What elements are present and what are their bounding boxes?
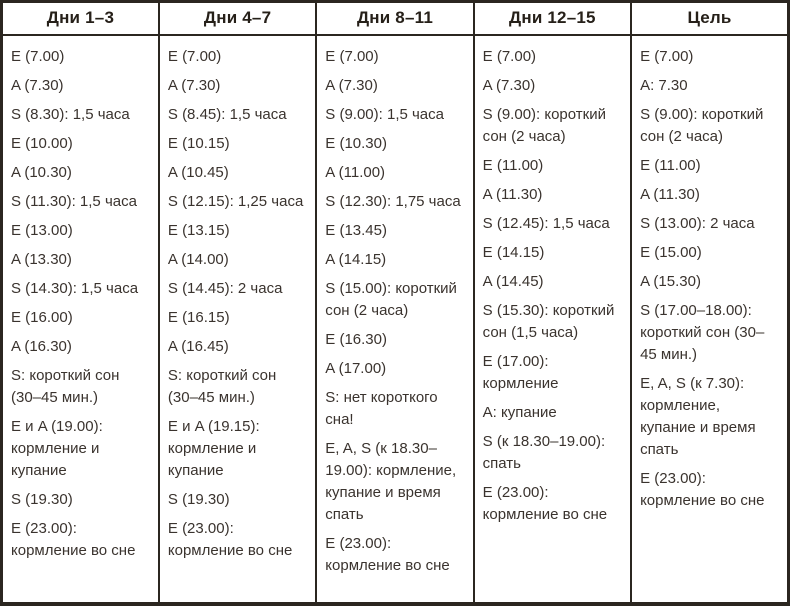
schedule-cell-days-4-7: [159, 35, 316, 604]
schedule-entry: E (23.00): кормление во сне: [640, 470, 765, 509]
schedule-row: [2, 35, 789, 604]
schedule-entry: E и A (19.00): кормление и купание: [11, 418, 103, 479]
column-header-days-1-3: Дни 1–3: [2, 2, 159, 36]
schedule-entry: A (10.45): [167, 164, 229, 181]
schedule-entry: E (10.00): [11, 135, 73, 152]
schedule-entry: E (15.00): [640, 244, 702, 261]
schedule-entry: S (к 18.30–19.00): спать: [482, 433, 606, 472]
schedule-entry: E (13.45): [325, 222, 387, 239]
schedule-entry: E, A, S (к 18.30–19.00): кормление, купание и время спать: [325, 440, 457, 523]
column-header-days-8-11: Дни 8–11: [316, 2, 473, 36]
schedule-entry: S (15.00): короткий сон (2 часа): [325, 280, 457, 319]
schedule-entry: S (9.00): короткий сон (2 часа): [640, 106, 764, 145]
schedule-entry: E (7.00): [640, 48, 694, 65]
schedule-entry: A (7.30): [482, 77, 536, 94]
schedule-table-body: [2, 35, 789, 604]
column-header-days-12-15: Дни 12–15: [474, 2, 631, 36]
schedule-entry: A: купание: [482, 404, 557, 421]
schedule-entry: E (7.00): [11, 48, 65, 65]
schedule-entry: A (11.30): [482, 186, 543, 203]
schedule-entry: E (16.30): [325, 331, 387, 348]
schedule-entry: E (7.00): [325, 48, 379, 65]
schedule-entry: E (13.00): [11, 222, 73, 239]
schedule-entry: E (14.15): [482, 244, 545, 261]
schedule-entry: A (11.00): [325, 164, 386, 181]
schedule-entry: E (10.30): [325, 135, 387, 152]
schedule-entry: E (23.00): кормление во сне: [167, 520, 293, 559]
schedule-entry: S (19.30): [11, 491, 73, 508]
schedule-entry: A (7.30): [167, 77, 221, 94]
schedule-entry: S (12.45): 1,5 часа: [482, 215, 610, 232]
schedule-entry: S (17.00–18.00): короткий сон (30–45 мин.): [640, 302, 765, 363]
schedule-entry: E, A, S (к 7.30): кормление, купание и время спать: [640, 375, 756, 458]
schedule-cell-days-1-3: [2, 35, 159, 604]
schedule-entry: S: нет короткого сна!: [325, 389, 438, 428]
schedule-entry: S (9.00): короткий сон (2 часа): [482, 106, 606, 145]
schedule-entry: S (11.30): 1,5 часа: [11, 193, 137, 210]
schedule-entry: E (23.00): кормление во сне: [11, 520, 136, 559]
schedule-entry: A (11.30): [640, 186, 700, 203]
column-header-goal: Цель: [631, 2, 788, 36]
schedule-entry: A: 7.30: [640, 77, 688, 94]
schedule-entry: A (15.30): [640, 273, 701, 290]
schedule-entry: E и A (19.15): кормление и купание: [167, 418, 260, 479]
schedule-entry: A (7.30): [11, 77, 64, 94]
schedule-cell-days-12-15: [474, 35, 631, 604]
schedule-entry: E (11.00): [640, 157, 701, 174]
schedule-entry: A (13.30): [11, 251, 72, 268]
schedule-table-header: [2, 2, 789, 36]
schedule-cell-days-8-11: [316, 35, 473, 604]
schedule-entry: S (14.45): 2 часа: [167, 280, 283, 297]
schedule-entry: S (19.30): [167, 491, 230, 508]
schedule-entry: S (9.00): 1,5 часа: [325, 106, 444, 123]
schedule-entry: E (10.15): [167, 135, 230, 152]
schedule-entry: S: короткий сон (30–45 мин.): [167, 367, 277, 406]
schedule-entry: E (17.00): кормление: [482, 353, 559, 392]
schedule-entry: A (14.45): [482, 273, 544, 290]
schedule-entry: S (12.30): 1,75 часа: [325, 193, 461, 210]
schedule-entry: E (16.00): [11, 309, 73, 326]
schedule-entry: S (8.30): 1,5 часа: [11, 106, 130, 123]
schedule-entry: A (16.30): [11, 338, 72, 355]
schedule-entry: A (14.15): [325, 251, 387, 268]
schedule-entry: S (13.00): 2 часа: [640, 215, 755, 232]
schedule-entry: E (11.00): [482, 157, 544, 174]
schedule-entry: S (14.30): 1,5 часа: [11, 280, 139, 297]
schedule-entry: A (17.00): [325, 360, 387, 377]
schedule-entry: E (23.00): кормление во сне: [325, 535, 450, 574]
header-row: [2, 2, 789, 36]
schedule-entry: S (8.45): 1,5 часа: [167, 106, 287, 123]
schedule-entry: E (23.00): кормление во сне: [482, 484, 608, 523]
schedule-entry: E (7.00): [482, 48, 537, 65]
schedule-entry: A (16.45): [167, 338, 229, 355]
schedule-entry: E (13.15): [167, 222, 230, 239]
column-header-days-4-7: Дни 4–7: [159, 2, 316, 36]
schedule-entry: A (10.30): [11, 164, 72, 181]
schedule-entry: A (14.00): [167, 251, 229, 268]
schedule-entry: S (12.15): 1,25 часа: [167, 193, 304, 210]
schedule-entry: E (7.00): [167, 48, 222, 65]
schedule-entry: E (16.15): [167, 309, 230, 326]
schedule-entry: A (7.30): [325, 77, 378, 94]
schedule-cell-goal: [631, 35, 788, 604]
schedule-entry: S: короткий сон (30–45 мин.): [11, 367, 120, 406]
schedule-entry: S (15.30): короткий сон (1,5 часа): [482, 302, 615, 341]
